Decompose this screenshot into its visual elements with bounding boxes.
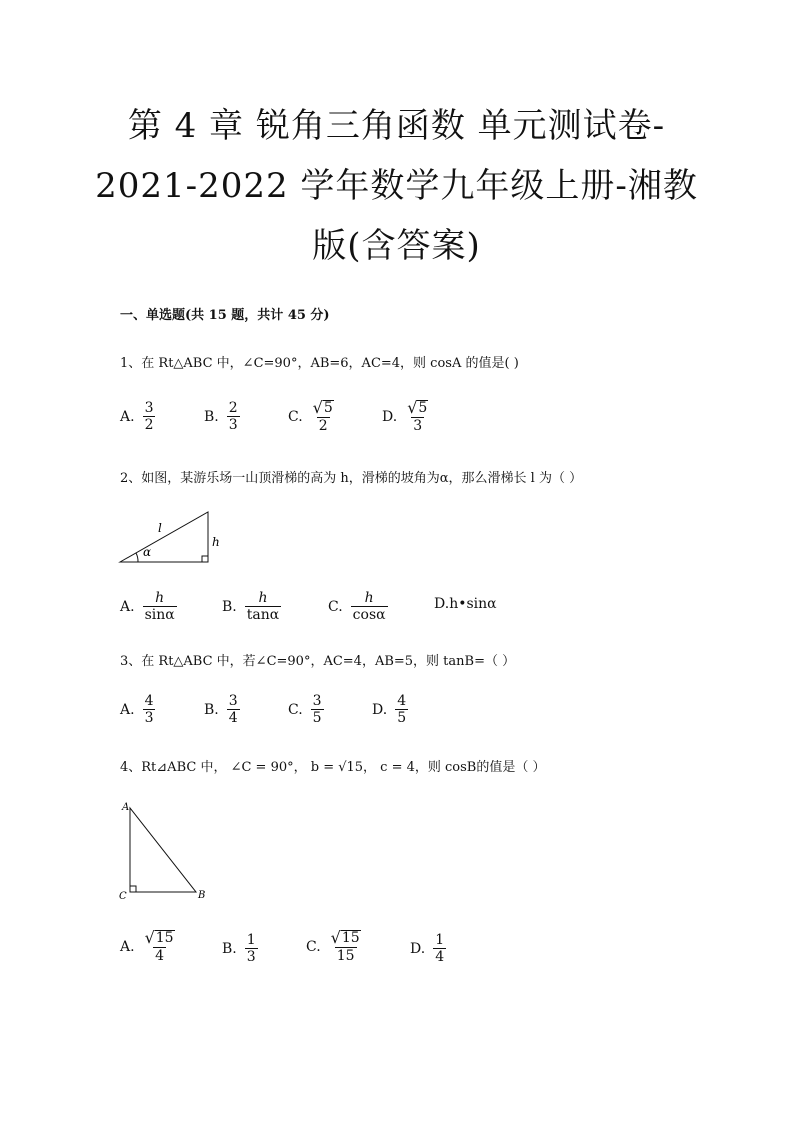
sqrt-symbol: √ 15 — [144, 928, 174, 947]
section-heading: 一、单选题(共 15 题，共计 45 分) — [120, 308, 330, 323]
fraction: $\frac{h}{\tan\alpha}$ — [246, 590, 280, 623]
q1-option-a[interactable]: A. $\frac{3}{2}$ — [120, 400, 154, 433]
fraction: √ 5 2 — [312, 398, 333, 434]
q4-option-c[interactable]: C. √ 15 15 — [306, 930, 363, 964]
sqrt-symbol: √ 5 — [407, 398, 428, 417]
fraction: √ 15 4 — [144, 928, 174, 964]
right-triangle-abc-figure — [116, 798, 216, 906]
fraction: $\frac{3}{4}$ — [228, 693, 238, 726]
q1-option-d[interactable]: D. √ 5 3 — [382, 400, 430, 434]
q4-option-b[interactable]: B. $\frac{1}{3}$ — [222, 932, 256, 965]
hypotenuse-label: l — [158, 521, 162, 535]
fraction: $\frac{1}{3}$ — [246, 932, 256, 965]
fraction: $\frac{3}{2}$ — [144, 400, 154, 433]
q3-option-d[interactable]: D. $\frac{4}{5}$ — [372, 693, 407, 726]
q3-option-a[interactable]: A. $\frac{4}{3}$ — [120, 693, 154, 726]
question-2-stem: 2、如图，某游乐场一山顶滑梯的高为 h，滑梯的坡角为α，那么滑梯长 l 为（ ） — [120, 471, 583, 486]
q3-option-c[interactable]: C. $\frac{3}{5}$ — [288, 693, 322, 726]
q2-option-b[interactable]: B. $\frac{h}{\tan\alpha}$ — [222, 590, 280, 623]
vertex-c-label: C — [119, 891, 127, 902]
q2-option-a[interactable]: A. $\frac{h}{\sin\alpha}$ — [120, 590, 175, 623]
question-3-stem: 3、在 Rt△ABC 中，若∠C=90°，AC=4，AB=5，则 tanB=（ ） — [120, 654, 516, 669]
q4-option-a[interactable]: A. √ 15 4 — [120, 930, 177, 964]
fraction: √ 15 15 — [330, 928, 360, 964]
fraction: $\frac{h}{\cos\alpha}$ — [352, 590, 386, 623]
fraction: $\frac{h}{\sin\alpha}$ — [144, 590, 175, 623]
doc-title-line-3: 版(含答案) — [312, 226, 481, 266]
vertex-b-label: B — [198, 890, 206, 901]
height-label: h — [212, 535, 220, 549]
fraction: $\frac{3}{5}$ — [312, 693, 322, 726]
q2-option-d[interactable]: D. h•sinα — [434, 596, 497, 612]
question-4-stem: 4、Rt⊿ABC 中， ∠C = 90°， b = √15， c = 4，则 cosB的值是（ ） — [120, 760, 546, 775]
fraction: $\frac{2}{3}$ — [228, 400, 238, 433]
fraction: $\frac{4}{3}$ — [144, 693, 154, 726]
angle-label: α — [143, 545, 152, 559]
doc-title-line-1: 第 4 章 锐角三角函数 单元测试卷- — [127, 106, 666, 146]
sqrt-symbol: √ 5 — [312, 398, 333, 417]
q2-option-c[interactable]: C. $\frac{h}{\cos\alpha}$ — [328, 590, 386, 623]
q3-option-b[interactable]: B. $\frac{3}{4}$ — [204, 693, 238, 726]
slide-triangle-figure — [116, 506, 226, 568]
vertex-a-label: A — [122, 802, 130, 813]
fraction: $\frac{1}{4}$ — [435, 932, 445, 965]
fraction: $\frac{4}{5}$ — [397, 693, 407, 726]
question-1-stem: 1、在 Rt△ABC 中，∠C=90°，AB=6，AC=4，则 cosA 的值是( ) — [120, 356, 519, 371]
sqrt-symbol: √ 15 — [330, 928, 360, 947]
q1-option-c[interactable]: C. √ 5 2 — [288, 400, 336, 434]
doc-title-line-2: 2021-2022 学年数学九年级上册-湘教 — [95, 166, 698, 206]
q1-option-b[interactable]: B. $\frac{2}{3}$ — [204, 400, 238, 433]
q4-option-d[interactable]: D. $\frac{1}{4}$ — [410, 932, 445, 965]
fraction: √ 5 3 — [407, 398, 428, 434]
